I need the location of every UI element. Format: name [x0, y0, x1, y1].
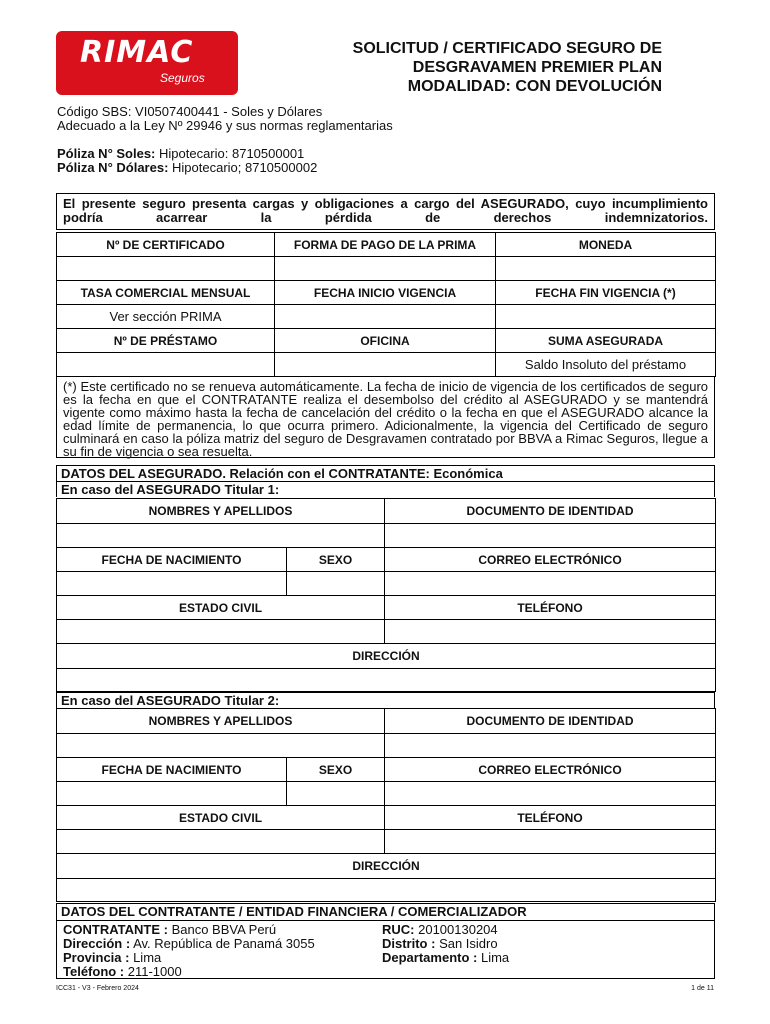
departamento-value: Lima — [477, 950, 510, 965]
distrito-label: Distrito : — [382, 936, 436, 951]
telefono-label: Teléfono : — [63, 964, 125, 979]
t1-telefono-label: TELÉFONO — [385, 596, 716, 620]
t1-sexo-field[interactable] — [287, 572, 385, 596]
header-tasa: TASA COMERCIAL MENSUAL — [57, 281, 275, 305]
titular-1-table — [56, 498, 716, 692]
t2-nacimiento-field[interactable] — [57, 782, 287, 806]
t2-nombres-field[interactable] — [57, 734, 385, 758]
header-fecha-fin: FECHA FIN VIGENCIA (*) — [496, 281, 716, 305]
t2-estado-field[interactable] — [57, 830, 385, 854]
t1-estado-field[interactable] — [57, 620, 385, 644]
poliza-dolares-label: Póliza N° Dólares: — [57, 160, 169, 175]
t1-direccion-label: DIRECCIÓN — [57, 644, 716, 669]
header-oficina: OFICINA — [275, 329, 496, 353]
t2-direccion-field[interactable] — [57, 879, 716, 902]
telefono-value: 211-1000 — [124, 964, 182, 979]
departamento-label: Departamento : — [382, 950, 478, 965]
t1-documento-field[interactable] — [385, 524, 716, 548]
t2-direccion-label: DIRECCIÓN — [57, 854, 716, 879]
distrito-value: San Isidro — [435, 936, 498, 951]
ruc-value: 20100130204 — [414, 922, 498, 937]
validity-note: (*) Este certificado no se renueva automáticamente. La fecha de inicio de vigencia de los certificados de seguro es la fecha en que el CONTRATANTE realiza el desembolso del crédito al ASEGURADO y se mantendrá vigente como máximo hasta la fecha de cancelación del crédito o la fecha en que el ASEGURADO alcance la edad límite de permanencia, lo que ocurra primero. Adicionalmente, la vigencia del Certificado de seguro culminará en caso la póliza matriz del seguro de Desgravamen contratado por BBVA a Rimac Seguros, llegue a su fin de vigencia o sea resuelta. — [56, 376, 715, 458]
t2-sexo-label: SEXO — [287, 758, 385, 782]
poliza-soles-label: Póliza N° Soles: — [57, 146, 156, 161]
provincia-value: Lima — [129, 950, 162, 965]
ruc-label: RUC: — [382, 922, 415, 937]
t1-documento-label: DOCUMENTO DE IDENTIDAD — [385, 499, 716, 524]
t1-nombres-field[interactable] — [57, 524, 385, 548]
title-line-3: MODALIDAD: CON DEVOLUCIÓN — [407, 78, 662, 95]
contratante-header: DATOS DEL CONTRATANTE / ENTIDAD FINANCIERA / COMERCIALIZADOR — [57, 904, 714, 921]
t2-telefono-field[interactable] — [385, 830, 716, 854]
t2-nombres-label: NOMBRES Y APELLIDOS — [57, 709, 385, 734]
distrito-line — [382, 937, 509, 951]
prestamo-field[interactable] — [57, 353, 275, 377]
header-suma: SUMA ASEGURADA — [496, 329, 716, 353]
t2-nacimiento-label: FECHA DE NACIMIENTO — [57, 758, 287, 782]
t2-sexo-field[interactable] — [287, 782, 385, 806]
contratante-value: Banco BBVA Perú — [167, 922, 277, 937]
obligations-notice: El presente seguro presenta cargas y obligaciones a cargo del ASEGURADO, cuyo incumplimiento podría acarrear la pérdida de derechos indemnizatorios. — [56, 193, 715, 230]
contratante-label: CONTRATANTE : — [63, 922, 168, 937]
title-line-2: DESGRAVAMEN PREMIER PLAN — [412, 59, 662, 76]
contratante-line — [63, 923, 315, 937]
direccion-line — [63, 937, 315, 951]
t2-documento-field[interactable] — [385, 734, 716, 758]
logo-wordmark: RIMAC — [80, 35, 194, 70]
header-certificado: Nº DE CERTIFICADO — [57, 233, 275, 257]
t1-nombres-label: NOMBRES Y APELLIDOS — [57, 499, 385, 524]
forma-pago-field[interactable] — [275, 257, 496, 281]
poliza-dolares — [57, 160, 317, 175]
rimac-logo — [56, 31, 238, 95]
t1-correo-field[interactable] — [385, 572, 716, 596]
t2-telefono-label: TELÉFONO — [385, 806, 716, 830]
t2-correo-label: CORREO ELECTRÓNICO — [385, 758, 716, 782]
departamento-line — [382, 951, 509, 965]
sbs-code: Código SBS: VI0507400441 - Soles y Dólares — [57, 104, 323, 119]
contratante-section — [56, 903, 715, 979]
fecha-inicio-field[interactable] — [275, 305, 496, 329]
header-moneda: MONEDA — [496, 233, 716, 257]
moneda-field[interactable] — [496, 257, 716, 281]
t1-telefono-field[interactable] — [385, 620, 716, 644]
provincia-label: Provincia : — [63, 950, 130, 965]
t2-estado-label: ESTADO CIVIL — [57, 806, 385, 830]
law-reference: Adecuado a la Ley Nº 29946 y sus normas reglamentarias — [57, 118, 393, 133]
title-line-1: SOLICITUD / CERTIFICADO SEGURO DE — [352, 40, 662, 57]
form-code: ICC31 - V3 - Febrero 2024 — [56, 985, 139, 992]
titular-2-header: En caso del ASEGURADO Titular 2: — [56, 692, 715, 708]
document-title — [290, 39, 662, 96]
t1-nacimiento-field[interactable] — [57, 572, 287, 596]
contratante-right-column — [382, 923, 509, 965]
logo-subtitle: Seguros — [160, 71, 205, 85]
asegurado-header: DATOS DEL ASEGURADO. Relación con el CONTRATANTE: Económica — [56, 465, 715, 481]
t1-sexo-label: SEXO — [287, 548, 385, 572]
t1-nacimiento-label: FECHA DE NACIMIENTO — [57, 548, 287, 572]
t2-correo-field[interactable] — [385, 782, 716, 806]
certificado-field[interactable] — [57, 257, 275, 281]
certificate-table — [56, 232, 716, 377]
tasa-field: Ver sección PRIMA — [57, 305, 275, 329]
fecha-fin-field[interactable] — [496, 305, 716, 329]
header-prestamo: Nº DE PRÉSTAMO — [57, 329, 275, 353]
ruc-line — [382, 923, 509, 937]
direccion-label: Dirección : — [63, 936, 131, 951]
page-number: 1 de 11 — [691, 985, 714, 992]
t2-documento-label: DOCUMENTO DE IDENTIDAD — [385, 709, 716, 734]
poliza-soles — [57, 146, 304, 161]
oficina-field[interactable] — [275, 353, 496, 377]
titular-1-header: En caso del ASEGURADO Titular 1: — [56, 481, 715, 497]
direccion-value: Av. República de Panamá 3055 — [130, 936, 315, 951]
header-forma-pago: FORMA DE PAGO DE LA PRIMA — [275, 233, 496, 257]
t1-correo-label: CORREO ELECTRÓNICO — [385, 548, 716, 572]
contratante-left-column — [63, 923, 315, 979]
provincia-line — [63, 951, 315, 965]
poliza-dolares-value: Hipotecario; 8710500002 — [168, 160, 318, 175]
suma-field: Saldo Insoluto del préstamo — [496, 353, 716, 377]
t1-direccion-field[interactable] — [57, 669, 716, 692]
poliza-soles-value: Hipotecario: 8710500001 — [155, 146, 305, 161]
titular-2-table — [56, 708, 716, 902]
telefono-line — [63, 965, 315, 979]
t1-estado-label: ESTADO CIVIL — [57, 596, 385, 620]
header-fecha-inicio: FECHA INICIO VIGENCIA — [275, 281, 496, 305]
